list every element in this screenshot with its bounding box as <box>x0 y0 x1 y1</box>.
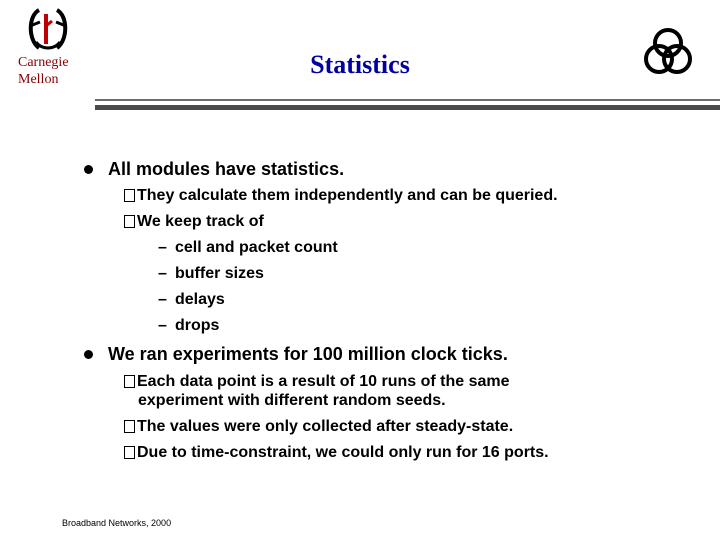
checkbox-icon <box>124 215 135 228</box>
sub-bullet: They calculate them independently and can be queried. <box>124 187 558 205</box>
bullet-dot <box>84 350 93 359</box>
cmu-line1: Carnegie <box>18 55 69 70</box>
cmu-line2: Mellon <box>18 72 59 87</box>
bullet-1: All modules have statistics. <box>108 159 345 179</box>
sub-bullet: The values were only collected after steady-state. <box>124 418 513 436</box>
sub-sub-bullet: – cell and packet count <box>158 239 338 256</box>
sub-bullet-continuation: experiment with different random seeds. <box>138 392 446 409</box>
cmu-logo-icon <box>22 4 74 54</box>
sub-sub-bullet: – delays <box>158 291 225 308</box>
bullet-dot <box>84 165 93 174</box>
cmu-wordmark <box>18 54 98 88</box>
sub-bullet: Each data point is a result of 10 runs of the same <box>124 373 510 391</box>
sub-bullet: We keep track of <box>124 213 264 231</box>
checkbox-icon <box>124 446 135 459</box>
checkbox-icon <box>124 189 135 202</box>
checkbox-icon <box>124 375 135 388</box>
sub-sub-bullet: – drops <box>158 317 220 334</box>
page-title: Statistics <box>310 50 410 79</box>
footer-text: Broadband Networks, 2000 <box>62 518 172 528</box>
sub-sub-bullet: – buffer sizes <box>158 265 264 282</box>
sub-bullet: Due to time-constraint, we could only run for 16 ports. <box>124 444 549 462</box>
interlocking-rings-logo-icon <box>640 24 696 80</box>
header-divider <box>95 99 720 110</box>
checkbox-icon <box>124 420 135 433</box>
bullet-2: We ran experiments for 100 million clock ticks. <box>108 344 508 364</box>
